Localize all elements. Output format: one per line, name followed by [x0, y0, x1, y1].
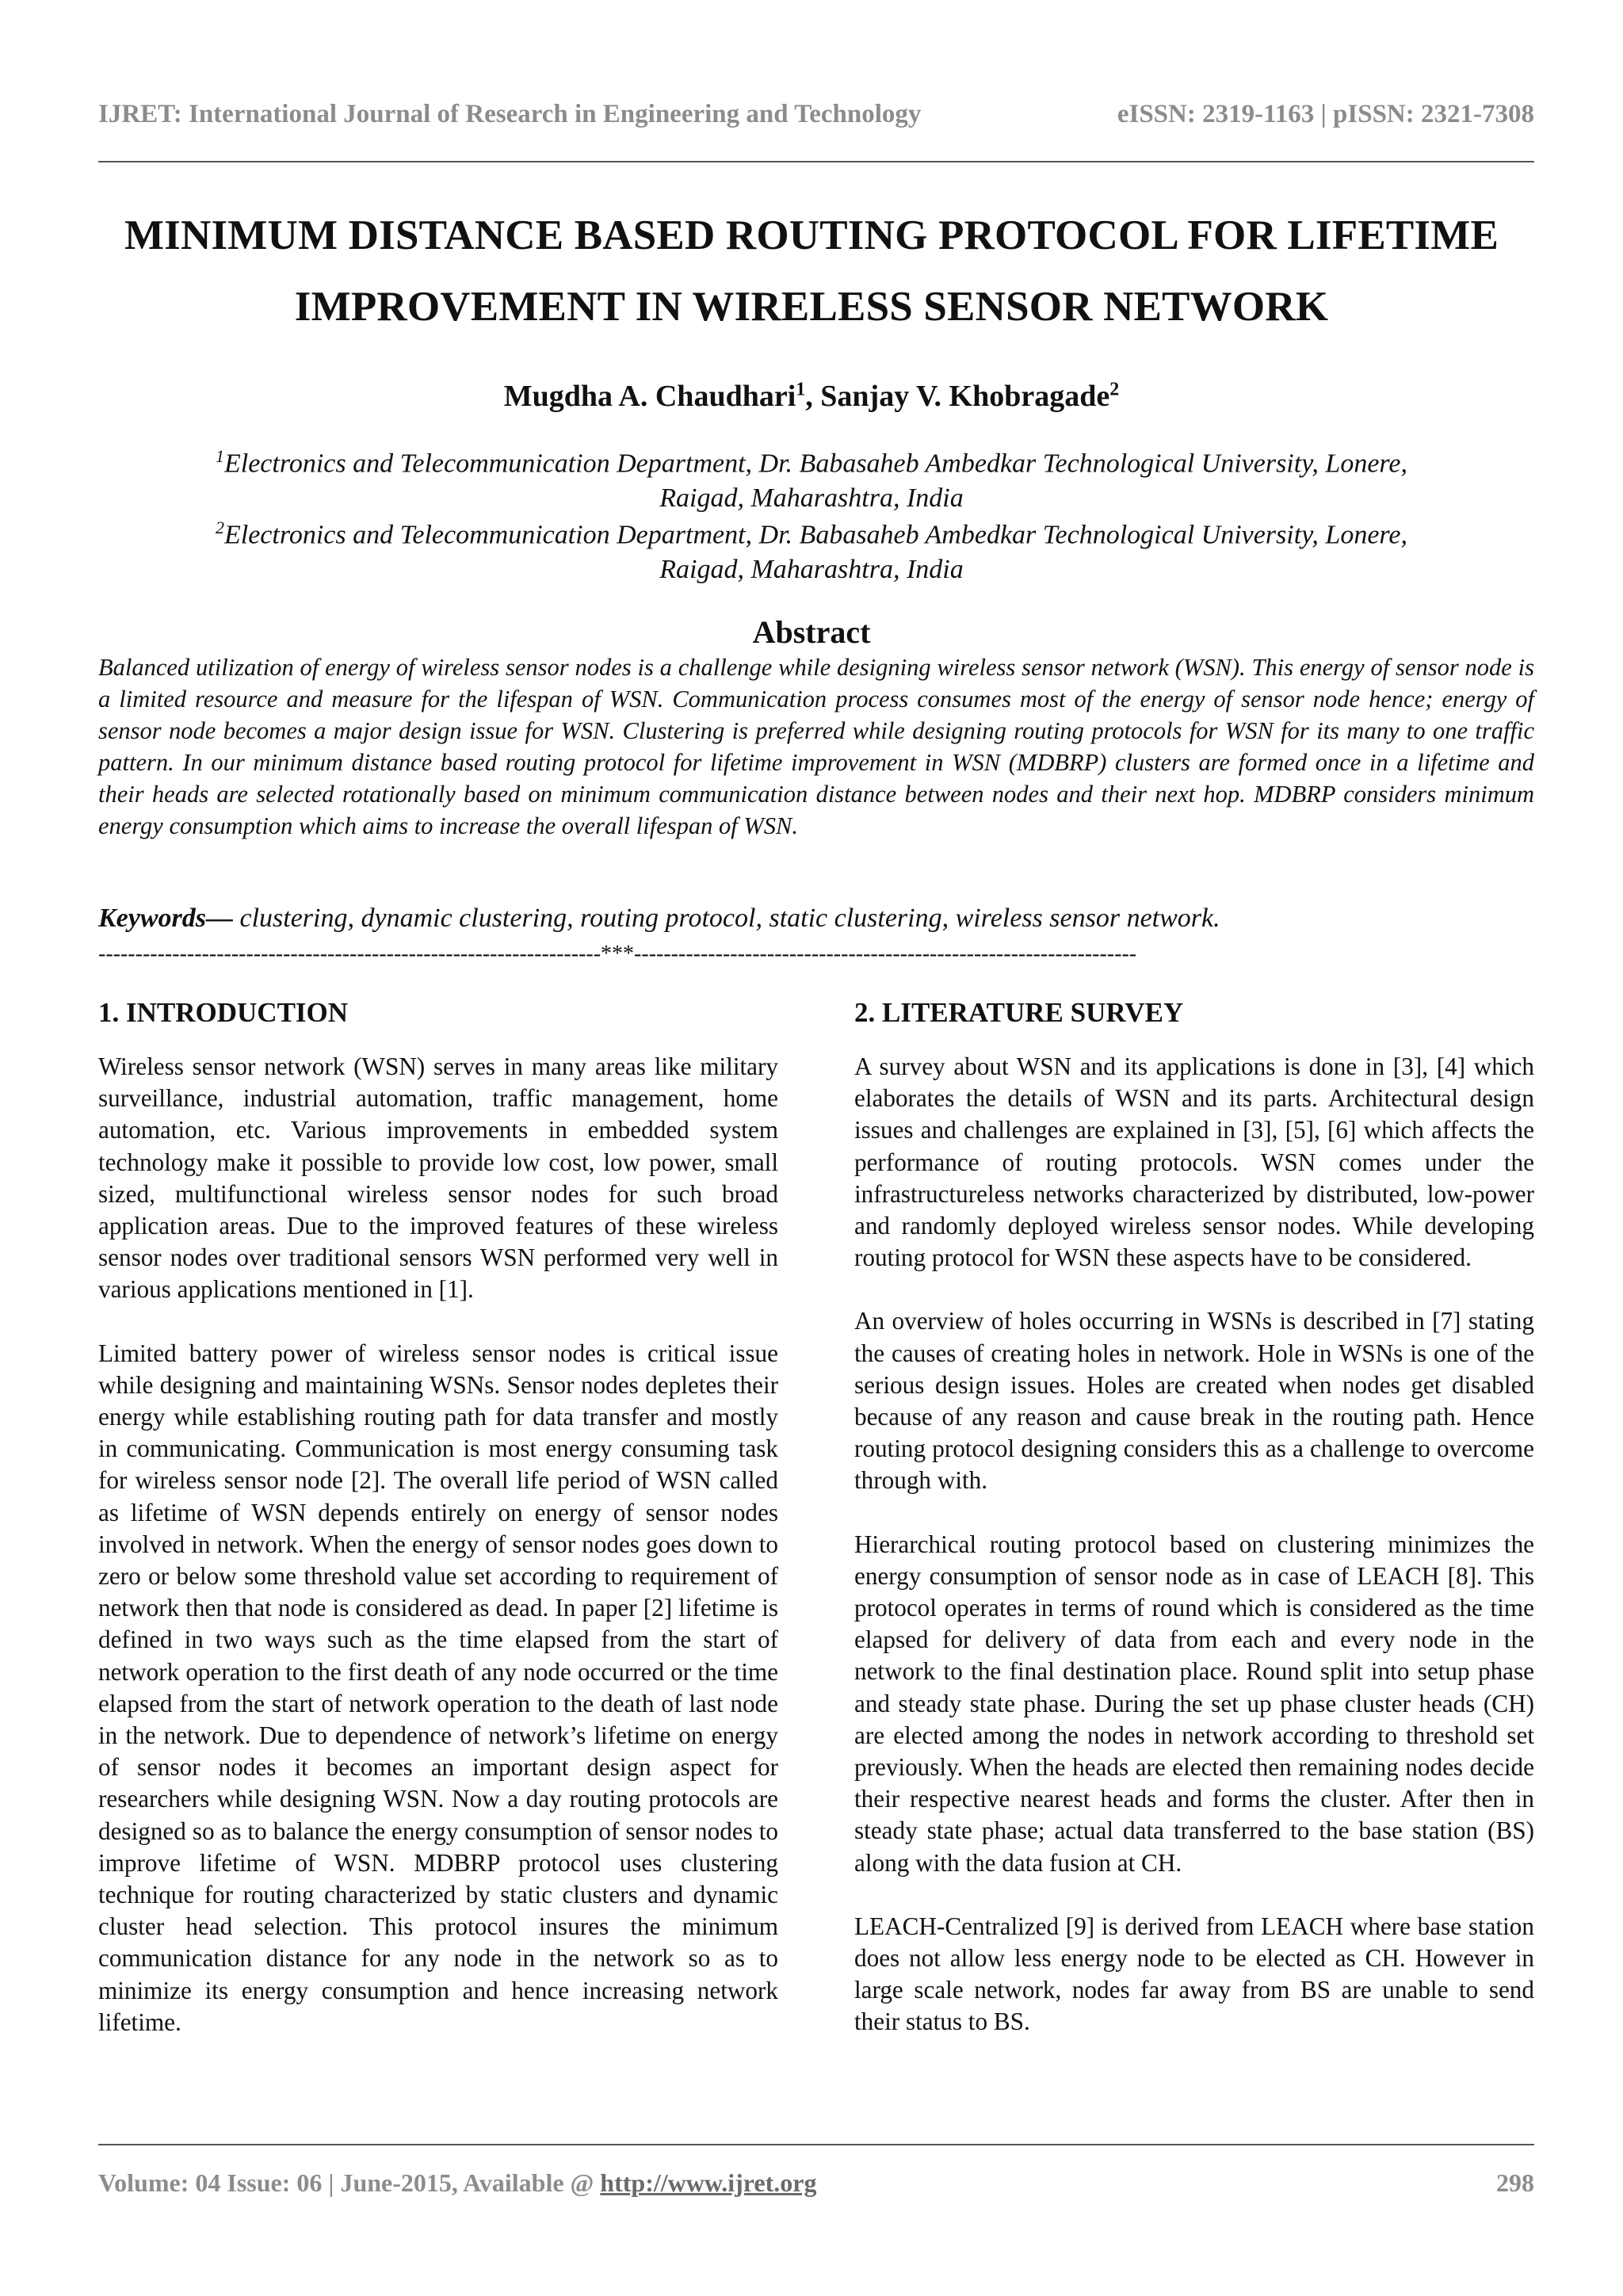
affiliation-2-line-2: Raigad, Maharashtra, India [659, 555, 964, 585]
keywords-label: Keywords— [98, 904, 233, 933]
literature-survey-heading: 2. LITERATURE SURVEY [854, 997, 1184, 1028]
affiliation-1-mark: 1 [216, 446, 224, 466]
literature-paragraph-4: LEACH-Centralized [9] is derived from LEACH where base station does not allow less energy node to be elected as CH. However in large scale network, nodes far away from BS are unable to send their status to BS. [854, 1912, 1534, 2036]
affiliation-2-mark: 2 [216, 518, 224, 537]
keywords-list: clustering, dynamic clustering, routing protocol, static clustering, wireless sensor network. [233, 904, 1220, 933]
title-line-2: IMPROVEMENT IN WIRELESS SENSOR NETWORK [294, 284, 1329, 330]
running-header [98, 97, 1534, 138]
running-footer [98, 2168, 1534, 2208]
page-number: 298 [1496, 2168, 1534, 2197]
keywords [98, 904, 1534, 934]
author-1-affiliation-mark: 1 [796, 379, 806, 400]
journal-name: IJRET: International Journal of Research in Engineering and Technology [98, 100, 922, 128]
literature-paragraph-3: Hierarchical routing protocol based on clustering minimizes the energy consumption of sensor node as in case of LEACH [8]. This protocol operates in terms of round which is considered as the time elapsed for delivery of data from each and every node in the network to the final destination place. Round split into setup phase and steady state phase. During the set up phase cluster heads (CH) are elected among the nodes in network according to threshold set previously. When the heads are elected then remaining nodes decide their respective nearest heads and forms the cluster. After then in steady state phase; actual data transferred to the base station (BS) along with the data fusion at CH. [854, 1530, 1534, 1877]
introduction-paragraph-2: Limited battery power of wireless sensor nodes is critical issue while designing and maintaining WSNs. Sensor nodes depletes their energy while establishing routing path for data transfer and mostly in communicating. Communication is most energy consuming task for wireless sensor node [2]. The overall life period of WSN called as lifetime of WSN depends entirely on energy of sensor nodes involved in network. When the energy of sensor nodes goes down to zero or below some threshold value set according to requirement of network then that node is considered as dead. In paper [2] lifetime is defined in two ways such as the time elapsed from the start of network operation to the first death of any node occurred or the time elapsed from the start of network operation to the death of last node in the network. Due to dependence of network’s lifetime on energy of sensor nodes it becomes an important design aspect for researchers while designing WSN. Now a day routing protocols are designed so as to balance the energy consumption of sensor nodes to improve lifetime of WSN. MDBRP protocol uses clustering technique for routing characterized by static clusters and dynamic cluster head selection. This protocol insures the minimum communication distance for any node in the network so as to minimize its energy consumption and hence increasing network lifetime. [98, 1339, 778, 2036]
title-line-1: MINIMUM DISTANCE BASED ROUTING PROTOCOL FOR LIFETIME [124, 212, 1499, 258]
author-1: Mugdha A. Chaudhari [503, 380, 796, 413]
author-2: Sanjay V. Khobragade [820, 380, 1110, 413]
author-list [79, 379, 1544, 414]
introduction-heading: 1. INTRODUCTION [98, 997, 349, 1028]
volume-info [98, 2168, 816, 2198]
literature-paragraph-2: An overview of holes occurring in WSNs is described in [7] stating the causes of creating holes in network. Hole in WSNs is one of the serious design issues. Holes are created when nodes get disabled because of any reason and cause break in the routing path. Hence routing protocol designing considers this as a challenge to overcome through with. [854, 1307, 1534, 1495]
affiliation-1 [95, 439, 1528, 516]
introduction-paragraph-1: Wireless sensor network (WSN) serves in many areas like military surveillance, industrial automation, traffic management, home automation, etc. Various improvements in embedded system technology make it possible to provide low cost, low power, small sized, multifunctional wireless sensor nodes for such broad application areas. Due to the improved features of these wireless sensor nodes over traditional sensors WSN performed very well in various applications mentioned in [1]. [98, 1052, 778, 1304]
footer-divider [98, 2144, 1534, 2145]
affiliation-1-line-2: Raigad, Maharashtra, India [659, 483, 964, 514]
affiliation-2-line-1: Electronics and Telecommunication Department, Dr. Babasaheb Ambedkar Technological University, Lonere, [224, 520, 1407, 550]
section-separator: --------------------------------------------------------------------***-------------------------------------------------------------------- [98, 942, 1137, 966]
abstract-heading: Abstract [752, 614, 871, 650]
affiliation-2 [95, 510, 1528, 587]
author-2-affiliation-mark: 2 [1109, 379, 1120, 400]
volume-issue-text: Volume: 04 Issue: 06 | June-2015, Available @ [98, 2168, 601, 2197]
right-column [854, 997, 1534, 2070]
author-separator: , [805, 380, 821, 413]
literature-paragraph-1: A survey about WSN and its applications is done in [3], [4] which elaborates the details of WSN and its parts. Architectural design issues and challenges are explained in [3], [5], [6] which affects the performance of routing protocols. WSN comes under the infrastructureless networks characterized by distributed, low-power and randomly deployed wireless sensor nodes. While developing routing protocol for WSN these aspects have to be considered. [854, 1052, 1534, 1272]
left-column [98, 997, 778, 2070]
affiliation-1-line-1: Electronics and Telecommunication Department, Dr. Babasaheb Ambedkar Technological University, Lonere, [224, 449, 1407, 479]
journal-website-link[interactable]: http://www.ijret.org [600, 2168, 817, 2197]
paper-title [79, 200, 1544, 342]
header-divider [98, 161, 1534, 162]
issn-numbers: eISSN: 2319-1163 | pISSN: 2321-7308 [1117, 100, 1534, 128]
abstract-text: Balanced utilization of energy of wireless sensor nodes is a challenge while designing wireless sensor network (WSN). This energy of sensor node is a limited resource and measure for the lifespan of WSN. Communication process consumes most of the energy of sensor node hence; energy of sensor node becomes a major design issue for WSN. Clustering is preferred while designing routing protocols for WSN for its many to one traffic pattern. In our minimum distance based routing protocol for lifetime improvement in WSN (MDBRP) clusters are formed once in a lifetime and their heads are selected rotationally based on minimum communication distance between nodes and their next hop. MDBRP considers minimum energy consumption which aims to increase the overall lifespan of WSN. [98, 654, 1534, 839]
